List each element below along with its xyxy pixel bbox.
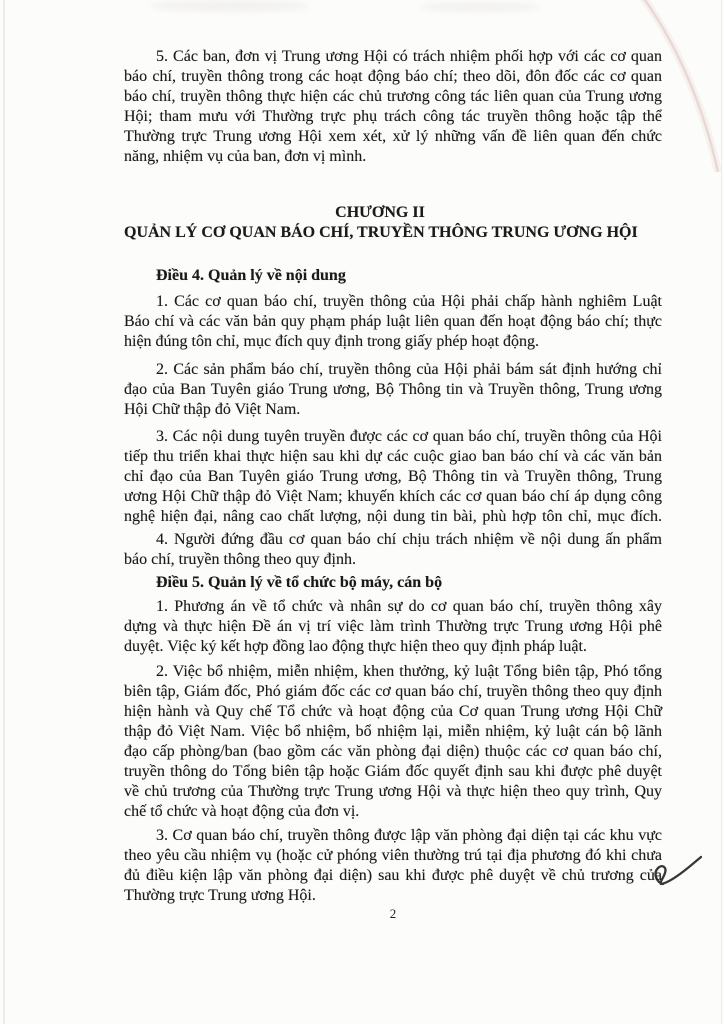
handwritten-initial-mark: [648, 846, 710, 892]
text-line: báo chí, truyền thông theo quy định.: [124, 551, 356, 568]
text-line: đủ điều kiện lập văn phòng đại diện) sau khi được phê duyệt về chủ trương của: [124, 867, 662, 884]
text-line: thập đỏ Việt Nam. Việc bổ nhiệm, bổ nhiệm lại, miễn nhiệm, kỷ luật cán bộ lãnh: [124, 723, 662, 740]
clause-5-paragraph: [124, 47, 662, 167]
text-line: 5. Các ban, đơn vị Trung ương Hội có trách nhiệm phối hợp với các cơ quan: [156, 48, 662, 65]
article-4-clause-4: [124, 530, 662, 570]
scan-smudge: [420, 2, 540, 12]
article-4-heading: Điều 4. Quản lý về nội dung: [156, 267, 346, 284]
text-line: biên tập, Giám đốc, Phó giám đốc các cơ quan báo chí, truyền thông theo quy định: [124, 683, 662, 700]
page-number: 2: [389, 906, 397, 921]
text-line: 2. Các sản phẩm báo chí, truyền thông của Hội phải bám sát định hướng chỉ: [156, 361, 662, 378]
text-line: tiếp thu triển khai thực hiện sau khi dự các cuộc giao ban báo chí và các văn bản: [124, 448, 662, 465]
text-line: Thường trực Trung ương Hội xem xét, xử lý những vấn đề liên quan đến chức: [124, 128, 662, 145]
text-line: báo chí, truyền thông thực hiện các chủ trương công tác liên quan của Trung ương: [124, 88, 662, 105]
text-line: truyền thông do Tổng biên tập hoặc Giám đốc quyết định sau khi được phê duyệt: [124, 763, 662, 780]
text-line: Hội Chữ thập đỏ Việt Nam.: [124, 401, 301, 418]
text-line: Báo chí và các văn bản quy phạm pháp luật liên quan đến hoạt động báo chí; thực: [124, 313, 662, 330]
text-line: đạo của Ban Tuyên giáo Trung ương, Bộ Thông tin và Truyền thông, Trung ương: [124, 381, 662, 398]
text-line: Thường trực Trung ương Hội.: [124, 887, 316, 904]
scan-smudge: [150, 0, 310, 12]
chapter-title: QUẢN LÝ CƠ QUAN BÁO CHÍ, TRUYỀN THÔNG TRUNG ƯƠNG HỘI: [124, 224, 638, 241]
text-line: 1. Các cơ quan báo chí, truyền thông của Hội phải chấp hành nghiêm Luật: [156, 293, 662, 310]
text-line: nghệ hiện đại, nâng cao chất lượng, nội dung tin bài, phù hợp tôn chỉ, mục đích.: [124, 508, 662, 525]
text-line: theo yêu cầu nhiệm vụ (hoặc cử phóng viên thường trú tại địa phương đó khi chưa: [124, 847, 662, 864]
article-5-clause-1: [124, 597, 662, 657]
article-5-clause-3: [124, 826, 662, 906]
text-line: về chủ trương của Thường trực Trung ương Hội và thực hiện theo quy trình, Quy: [124, 783, 662, 800]
scan-edge-artifact-left: [3, 0, 5, 1024]
article-4-clause-3: [124, 427, 662, 527]
text-line: 2. Việc bổ nhiệm, miễn nhiệm, khen thưởng, kỷ luật Tổng biên tập, Phó tổng: [156, 663, 662, 680]
article-5-clause-2: [124, 662, 662, 822]
text-line: hiện đúng tôn chỉ, mục đích quy định trong giấy phép hoạt động.: [124, 333, 540, 350]
chapter-heading: [124, 203, 662, 243]
text-line: hiện hành và Quy chế Tổ chức và hoạt động của Cơ quan Trung ương Hội Chữ: [124, 703, 662, 720]
text-line: 3. Các nội dung tuyên truyền được các cơ quan báo chí, truyền thông của Hội: [156, 428, 662, 445]
chapter-number: CHƯƠNG II: [335, 204, 425, 221]
document-body: [124, 47, 662, 906]
text-line: 3. Cơ quan báo chí, truyền thông được lập văn phòng đại diện tại các khu vực: [156, 827, 662, 844]
article-4-clause-2: [124, 360, 662, 420]
text-line: chỉ đạo của Ban Tuyên giáo Trung ương, Bộ Thông tin và Truyền thông, Trung: [124, 468, 662, 485]
text-line: 4. Người đứng đầu cơ quan báo chí chịu trách nhiệm về nội dung ấn phẩm: [156, 531, 662, 548]
text-line: ương Hội Chữ thập đỏ Việt Nam; khuyến khích các cơ quan báo chí áp dụng công: [124, 488, 662, 505]
text-line: Hội; tham mưu với Thường trực phụ trách công tác truyền thông hoặc tập thể: [124, 108, 662, 125]
text-line: chế tổ chức và hoạt động của đơn vị.: [124, 803, 360, 820]
text-line: dựng và thực hiện Đề án vị trí việc làm trình Thường trực Trung ương Hội phê: [124, 618, 662, 635]
article-4-clause-1: [124, 292, 662, 352]
text-line: đạo cấp phòng/ban (bao gồm các văn phòng đại diện) thuộc các cơ quan báo chí,: [124, 743, 662, 760]
text-line: báo chí, truyền thông trong các hoạt động báo chí; theo dõi, đôn đốc các cơ quan: [124, 68, 662, 85]
text-line: duyệt. Việc ký kết hợp đồng lao động thực hiện theo quy định pháp luật.: [124, 638, 587, 655]
text-line: 1. Phương án về tổ chức và nhân sự do cơ quan báo chí, truyền thông xây: [156, 598, 662, 615]
article-5-heading: Điều 5. Quản lý về tổ chức bộ máy, cán bộ: [156, 574, 443, 591]
text-line: năng, nhiệm vụ của ban, đơn vị mình.: [124, 148, 367, 165]
